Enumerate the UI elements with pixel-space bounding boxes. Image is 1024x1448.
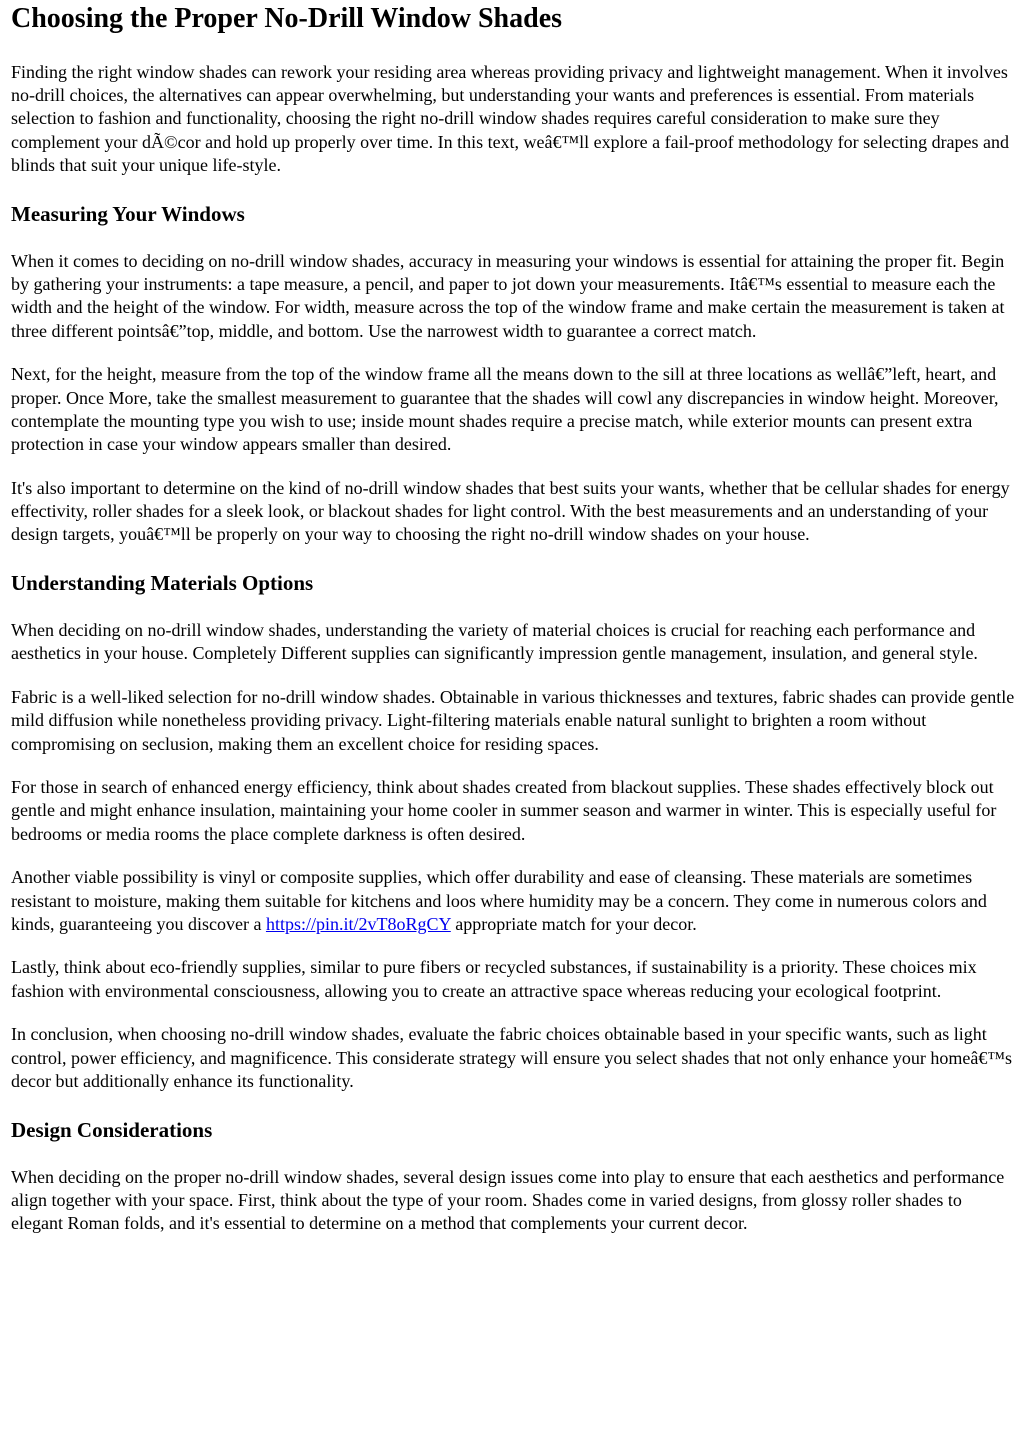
paragraph-text-before-link: Another viable possibility is vinyl or composite supplies, which offer durability and ease of cleansing. These materials are sometimes resistant to moisture, making them suitable for kitchens and loos where humidity may be a concern. They come in numerous colors and kinds, guaranteeing you discover a xyxy=(11,867,987,934)
paragraph: When it comes to deciding on no-drill window shades, accuracy in measuring your windows is essential for attaining the proper fit. Begin by gathering your instruments: a tape measure, a pencil, and paper to jot down your measurements. Itâ€™s essential to measure each the width and the height of the window. For width, measure across the top of the window frame and make certain the measurement is taken at three different pointsâ€”top, middle, and bottom. Use the narrowest width to guarantee a correct match. xyxy=(11,251,1005,341)
section-heading-materials: Understanding Materials Options xyxy=(11,571,314,596)
paragraph-text-after-link: appropriate match for your decor. xyxy=(450,913,697,934)
paragraph: In conclusion, when choosing no-drill window shades, evaluate the fabric choices obtainable based in your specific wants, such as light control, power efficiency, and magnificence. This considerate strategy will ensure you select shades that not only enhance your homeâ€™s decor but additionally enhance its functionality. xyxy=(11,1024,1012,1091)
pin-link[interactable]: https://pin.it/2vT8oRgCY xyxy=(265,913,451,934)
page-title: Choosing the Proper No-Drill Window Shades xyxy=(11,3,563,34)
paragraph: It's also important to determine on the kind of no-drill window shades that best suits your wants, whether that be cellular shades for energy effectivity, roller shades for a sleek look, or blackout shades for light control. With the best measurements and an understanding of your design targets, youâ€™ll be properly on your way to choosing the right no-drill window shades on your house. xyxy=(11,477,1010,545)
paragraph: When deciding on no-drill window shades, understanding the variety of material choices is crucial for reaching each performance and aesthetics in your house. Completely Different supplies can significantly impression gentle management, insulation, and general style. xyxy=(11,620,978,664)
paragraph: Fabric is a well-liked selection for no-drill window shades. Obtainable in various thicknesses and textures, fabric shades can provide gentle mild diffusion while nonetheless providing privacy. Light-filtering materials enable natural sunlight to brighten a room without compromising on seclusion, making them an excellent choice for residing spaces. xyxy=(11,687,1015,754)
section-heading-measuring: Measuring Your Windows xyxy=(11,202,245,227)
paragraph: Lastly, think about eco-friendly supplies, similar to pure fibers or recycled substances, if sustainability is a priority. These choices mix fashion with environmental consciousness, allowing you to create an attractive space whereas reducing your ecological footprint. xyxy=(11,957,977,1001)
paragraph: Next, for the height, measure from the top of the window frame all the means down to the sill at three locations as wellâ€”left, heart, and proper. Once More, take the smallest measurement to guarantee that the shades will cowl any discrepancies in window height. Moreover, contemplate the mounting type you wish to use; inside mount shades require a precise match, while exterior mounts can present extra protection in case your window appears smaller than desired. xyxy=(11,364,999,454)
paragraph-with-link xyxy=(11,866,1015,936)
article xyxy=(0,2,1024,1236)
section-heading-design: Design Considerations xyxy=(11,1118,213,1142)
paragraph: When deciding on the proper no-drill window shades, several design issues come into play to ensure that each aesthetics and performance align together with your space. First, think about the type of your room. Shades come in varied designs, from glossy roller shades to elegant Roman folds, and it's essential to determine on a method that complements your current decor. xyxy=(11,1167,1005,1234)
intro-paragraph: Finding the right window shades can rework your residing area whereas providing privacy and lightweight management. When it involves no-drill choices, the alternatives can appear overwhelming, but understanding your wants and preferences is essential. From materials selection to fashion and functionality, choosing the right no-drill window shades requires careful consideration to make sure they complement your dÃ©cor and hold up properly over time. In this text, weâ€™ll explore a fail-proof methodology for selecting drapes and blinds that suit your unique life-style. xyxy=(11,62,1010,175)
paragraph: For those in search of enhanced energy efficiency, think about shades created from blackout supplies. These shades effectively block out gentle and might enhance insulation, maintaining your home cooler in summer season and warmer in winter. This is especially useful for bedrooms or media rooms the place complete darkness is often desired. xyxy=(11,777,997,844)
